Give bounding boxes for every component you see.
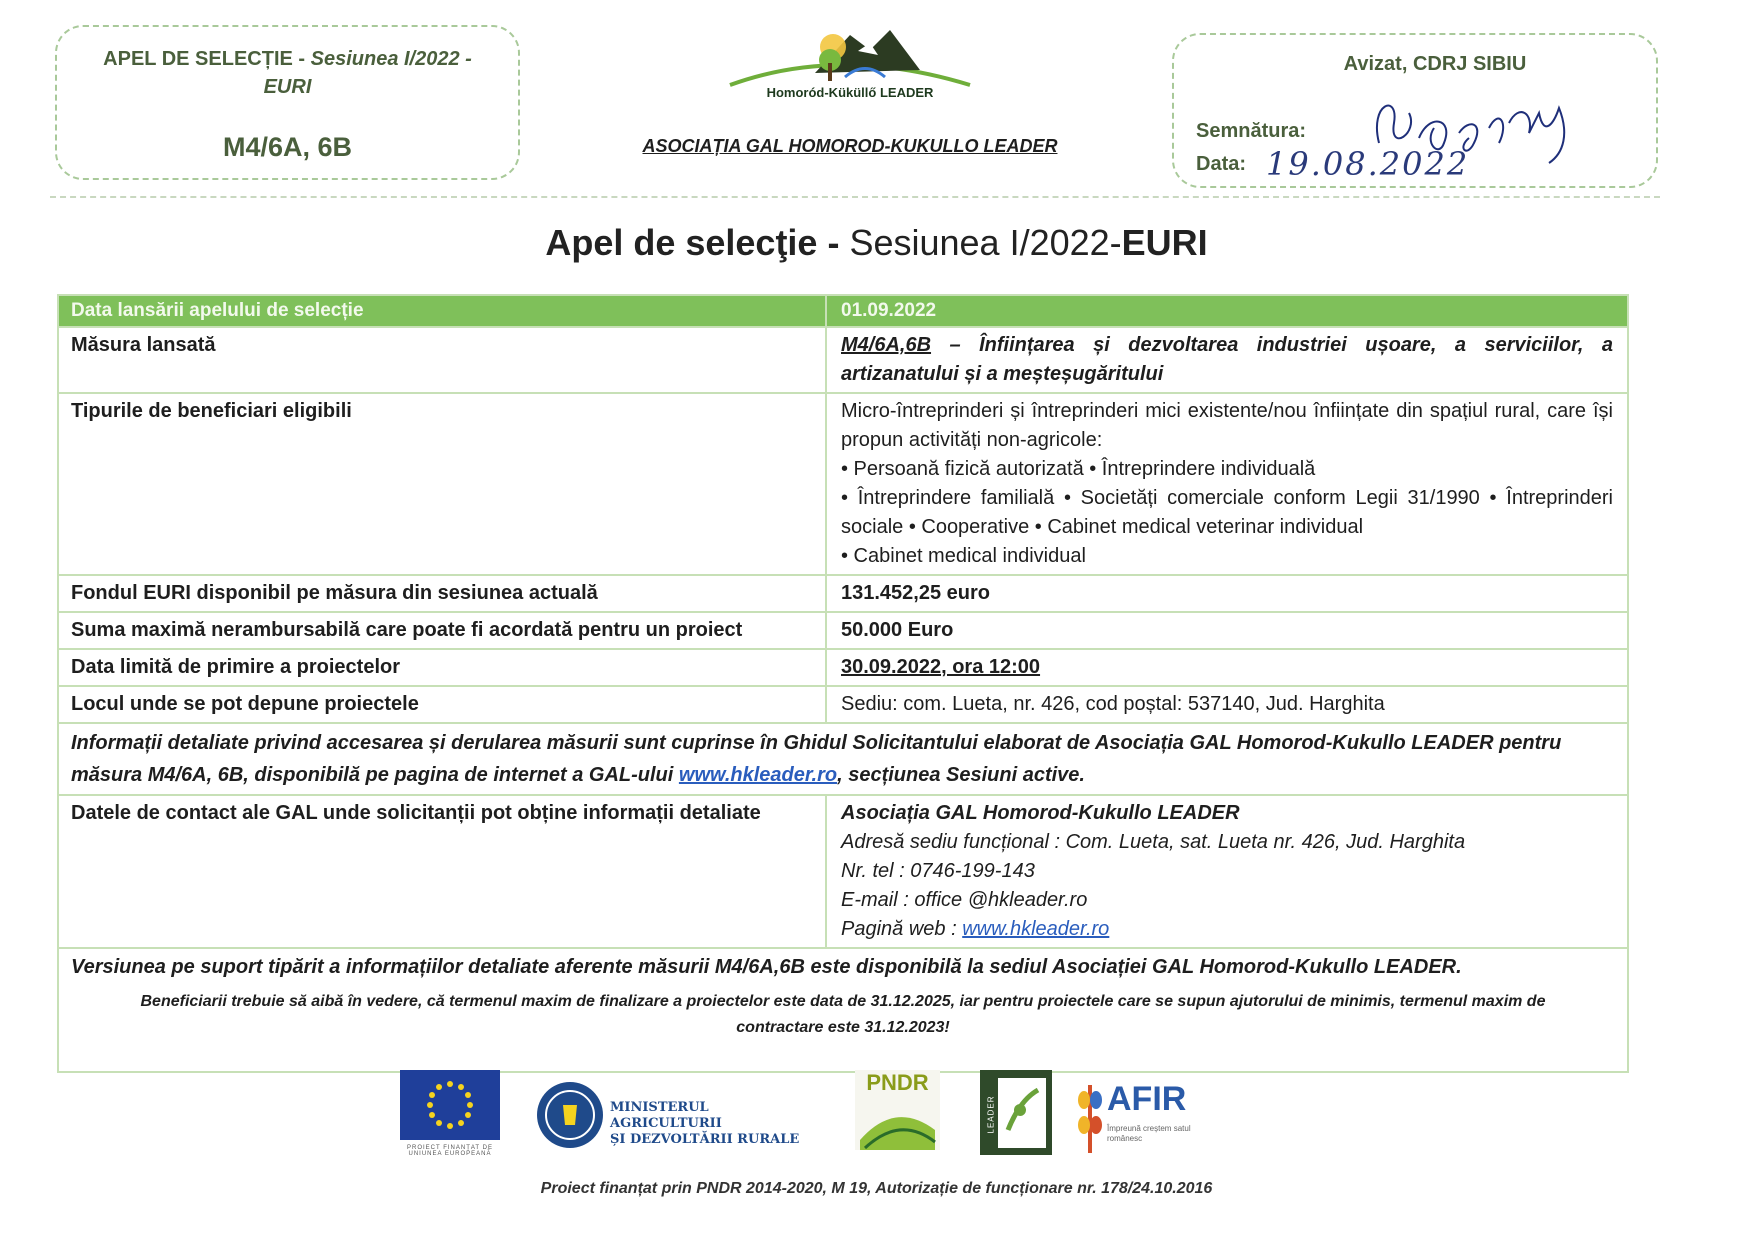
beneficiaries-line1: • Persoană fizică autorizată • Întreprindere individuală [841, 458, 1316, 480]
measure-label: Măsura lansată [59, 328, 827, 392]
table-header-row [59, 296, 1627, 328]
eu-flag-icon [400, 1070, 500, 1170]
table-row-place [59, 687, 1627, 724]
max-amount-label: Suma maximă nerambursabilă care poate fi acordată pentru un proiect [59, 613, 827, 648]
contact-web-label: Pagină web : [841, 918, 963, 940]
info-website-link[interactable]: www.hkleader.ro [678, 764, 838, 786]
partner-logos [400, 1070, 1200, 1170]
table-row-info [59, 724, 1627, 796]
title-fund: EURI [1121, 222, 1208, 263]
signature-label: Semnătura: [1196, 120, 1307, 142]
table-row-notice [59, 949, 1627, 1071]
max-amount-value: 50.000 Euro [841, 619, 954, 641]
printed-notice: Versiunea pe suport tipărit a informațiilor detaliate aferente măsurii M4/6A,6B este disponibilă la sediul Asociației GAL Homorod-Kukullo LEADER. [71, 956, 1462, 978]
leader-label: LEADER [986, 1095, 996, 1134]
association-name: ASOCIAȚIA GAL HOMOROD-KUKULLO LEADER [642, 136, 1058, 156]
funding-footer: Proiect finanțat prin PNDR 2014-2020, M 19, Autorizație de funcționare nr. 178/24.10.2016 [540, 1180, 1213, 1197]
beneficiaries-line3: • Cabinet medical individual [841, 545, 1086, 567]
contact-name: Asociația GAL Homorod-Kukullo LEADER [841, 802, 1240, 824]
beneficiaries-value [827, 394, 1627, 574]
notice-block [59, 949, 1627, 1071]
deadline-value: 30.09.2022, ora 12:00 [841, 656, 1041, 678]
call-details-table [57, 294, 1629, 1073]
contact-web-link[interactable]: www.hkleader.ro [962, 918, 1110, 940]
leader-logo [980, 1070, 1052, 1155]
page-title [0, 222, 1753, 264]
date-label: Data: [1196, 153, 1247, 175]
table-row-fund [59, 576, 1627, 613]
government-seal-icon [535, 1080, 605, 1150]
place-value: Sediu: com. Lueta, nr. 426, cod poștal: 537140, Jud. Harghita [841, 693, 1385, 715]
contact-web [841, 915, 1613, 944]
approval-box [1172, 33, 1658, 188]
logo-caption: Homoród-Küküllő LEADER [766, 85, 934, 100]
fund-label: Fondul EURI disponibil pe măsura din sesiunea actuală [59, 576, 827, 611]
info-paragraph [59, 724, 1627, 794]
info-text-part1: Informații detaliate privind accesarea și derularea măsurii sunt cuprinse în Ghidul Solicitantului elaborat de Asociația GAL Homorod-Kukullo LEADER pentru măsura M4/6A, 6B, disponibilă pe pagina de internet a GAL-ului [71, 732, 1562, 786]
info-text-part2: , secțiunea Sesiuni active. [837, 764, 1085, 786]
measure-code-value: M4/6A,6B [841, 334, 932, 356]
table-row-deadline [59, 650, 1627, 687]
contact-phone: Nr. tel : 0746-199-143 [841, 860, 1035, 882]
deadline-note: Beneficiarii trebuie să aibă în vedere, că termenul maxim de finalizare a proiectelor este data de 31.12.2025, iar pentru proiectele care se supun ajutorului de minimis, termenul maxim de contractare este 31.12.2023! [140, 993, 1546, 1036]
handwritten-signature [1359, 83, 1609, 173]
table-row-measure [59, 328, 1627, 394]
beneficiaries-intro: Micro-întreprinderi și întreprinderi mici existente/nou înființate din spațiul rural, care își propun activități non-agricole: [841, 400, 1613, 451]
title-session: Sesiunea I/2022- [849, 222, 1122, 263]
afir-logo [1075, 1080, 1200, 1165]
eu-caption: PROIECT FINANȚAT DE UNIUNEA EUROPEANĂ [406, 1145, 493, 1157]
call-reference-session: Sesiunea I/2022 - [310, 48, 472, 70]
contact-address: Adresă sediu funcțional : Com. Lueta, sat. Lueta nr. 426, Jud. Harghita [841, 831, 1466, 853]
launch-date-value: 01.09.2022 [841, 300, 937, 321]
pndr-label: PNDR [866, 1070, 929, 1095]
launch-date-label: Data lansării apelului de selecție [59, 296, 827, 326]
afir-tagline: Împreună creștem satul românesc [1107, 1124, 1191, 1143]
contact-value [827, 796, 1627, 947]
beneficiaries-label: Tipurile de beneficiari eligibili [59, 394, 827, 574]
measure-value [827, 328, 1627, 392]
deadline-label: Data limită de primire a proiectelor [59, 650, 827, 685]
table-row-max-amount [59, 613, 1627, 650]
measure-description: – Înființarea și dezvoltarea industriei ușoare, a serviciilor, a artizanatului și a meșteșugăritului [841, 334, 1613, 385]
table-row-beneficiaries [59, 394, 1627, 576]
call-reference-box [55, 25, 520, 180]
wheat-icon [1075, 1080, 1105, 1155]
title-prefix: Apel de selecţie - [545, 222, 850, 263]
measure-code: M4/6A, 6B [222, 132, 353, 162]
header-separator [50, 196, 1660, 198]
pndr-logo [855, 1070, 940, 1170]
fund-value: 131.452,25 euro [841, 582, 990, 604]
ministry-line2: ȘI DEZVOLTĂRII RURALE [610, 1132, 800, 1147]
contact-label: Datele de contact ale GAL unde solicitanții pot obține informații detaliate [59, 796, 827, 947]
table-row-contact [59, 796, 1627, 949]
call-reference-prefix: APEL DE SELECȚIE - [103, 48, 311, 70]
contact-email: E-mail : office @hkleader.ro [841, 889, 1088, 911]
date-value: 19.08.2022 [1266, 145, 1470, 183]
ministry-line1: MINISTERUL AGRICULTURII [610, 1100, 722, 1131]
place-label: Locul unde se pot depune proiectele [59, 687, 827, 722]
call-reference-text [57, 45, 518, 101]
afir-label: AFIR [1107, 1080, 1187, 1118]
approval-text: Avizat, CDRJ SIBIU [1343, 53, 1527, 75]
ministry-name [610, 1100, 810, 1148]
beneficiaries-line2: • Întreprindere familială • Societăți comerciale conform Legii 31/1990 • Întreprinderi sociale • Cooperative • Cabinet medical veterinar individual [841, 487, 1613, 538]
call-reference-fund: EURI [263, 76, 312, 98]
